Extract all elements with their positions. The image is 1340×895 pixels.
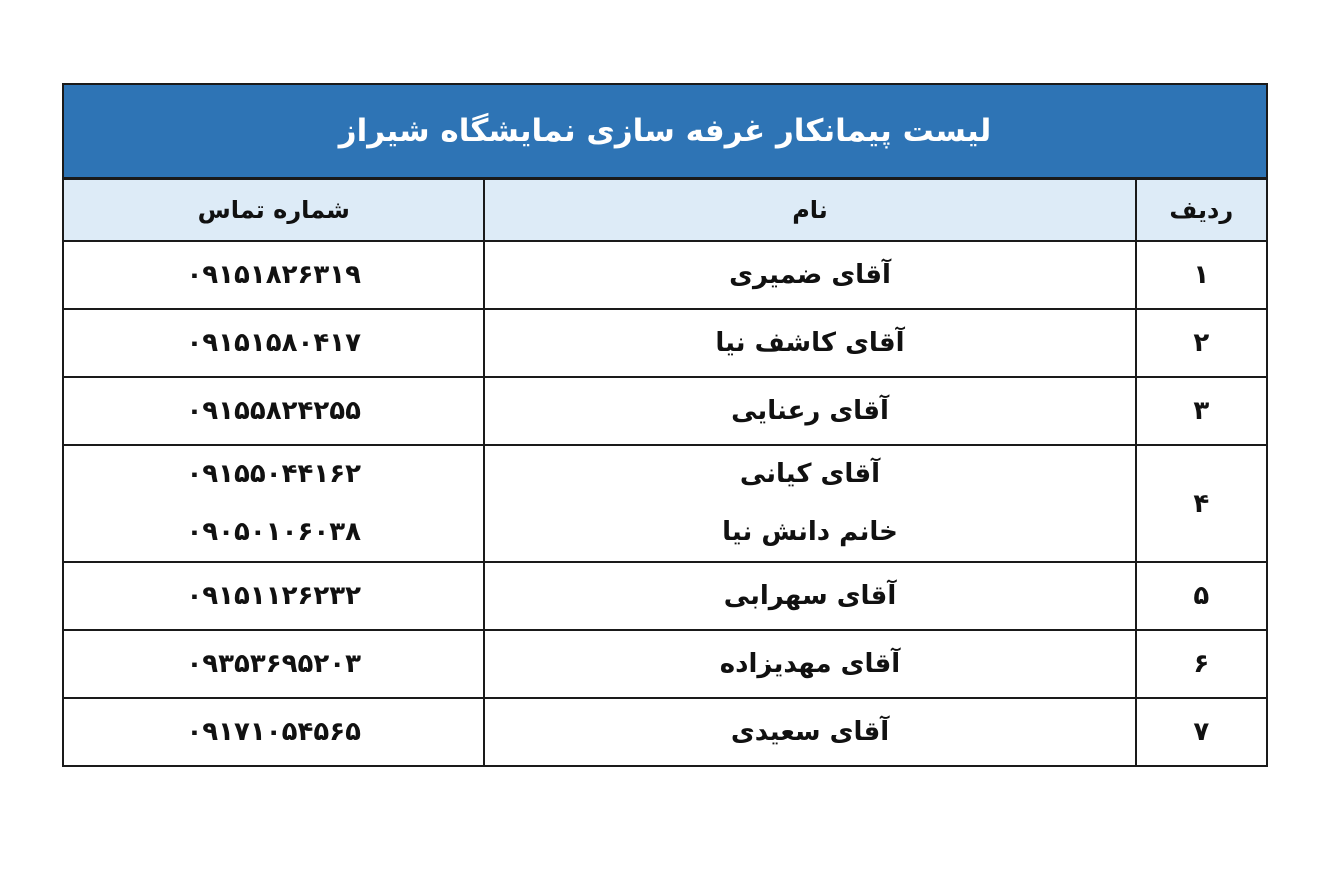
contractor-names-cell [484,445,1135,562]
contractor-name: خانم دانش نیا [722,516,898,547]
header-name: نام [484,179,1135,242]
phone-number: ۰۹۱۷۱۰۵۴۵۶۵ [63,698,484,766]
row-number: ۴ [1136,445,1267,562]
table-row [63,630,1267,698]
row-number: ۶ [1136,630,1267,698]
contractor-table [62,83,1268,767]
contractor-name: آقای کیانی [739,459,881,490]
contractor-name: آقای ضمیری [484,241,1135,309]
phone-number: ۰۹۱۵۱۸۲۶۳۱۹ [63,241,484,309]
phone-number: ۰۹۱۵۱۱۲۶۲۳۲ [63,562,484,630]
table-row [63,562,1267,630]
contractor-name: آقای مهدیزاده [484,630,1135,698]
phone-number: ۰۹۱۵۵۸۲۴۲۵۵ [63,377,484,445]
phone-number: ۰۹۰۵۰۱۰۶۰۳۸ [186,516,361,547]
row-number: ۲ [1136,309,1267,377]
table-row [63,698,1267,766]
phone-numbers-cell [63,445,484,562]
header-radif: ردیف [1136,179,1267,242]
table-row [63,309,1267,377]
title-row [63,84,1267,179]
table-row [63,377,1267,445]
table-row [63,241,1267,309]
header-row [63,179,1267,242]
table-row [63,445,1267,562]
phone-number: ۰۹۱۵۵۰۴۴۱۶۲ [186,459,361,490]
row-number: ۵ [1136,562,1267,630]
contractor-name: آقای سهرابی [484,562,1135,630]
contractor-name: آقای سعیدی [484,698,1135,766]
row-number: ۳ [1136,377,1267,445]
row-number: ۱ [1136,241,1267,309]
contractor-name: آقای کاشف نیا [484,309,1135,377]
contractor-name: آقای رعنایی [484,377,1135,445]
row-number: ۷ [1136,698,1267,766]
table-title: لیست پیمانکار غرفه سازی نمایشگاه شیراز [63,84,1267,179]
header-phone: شماره تماس [63,179,484,242]
phone-number: ۰۹۳۵۳۶۹۵۲۰۳ [63,630,484,698]
phone-number: ۰۹۱۵۱۵۸۰۴۱۷ [63,309,484,377]
